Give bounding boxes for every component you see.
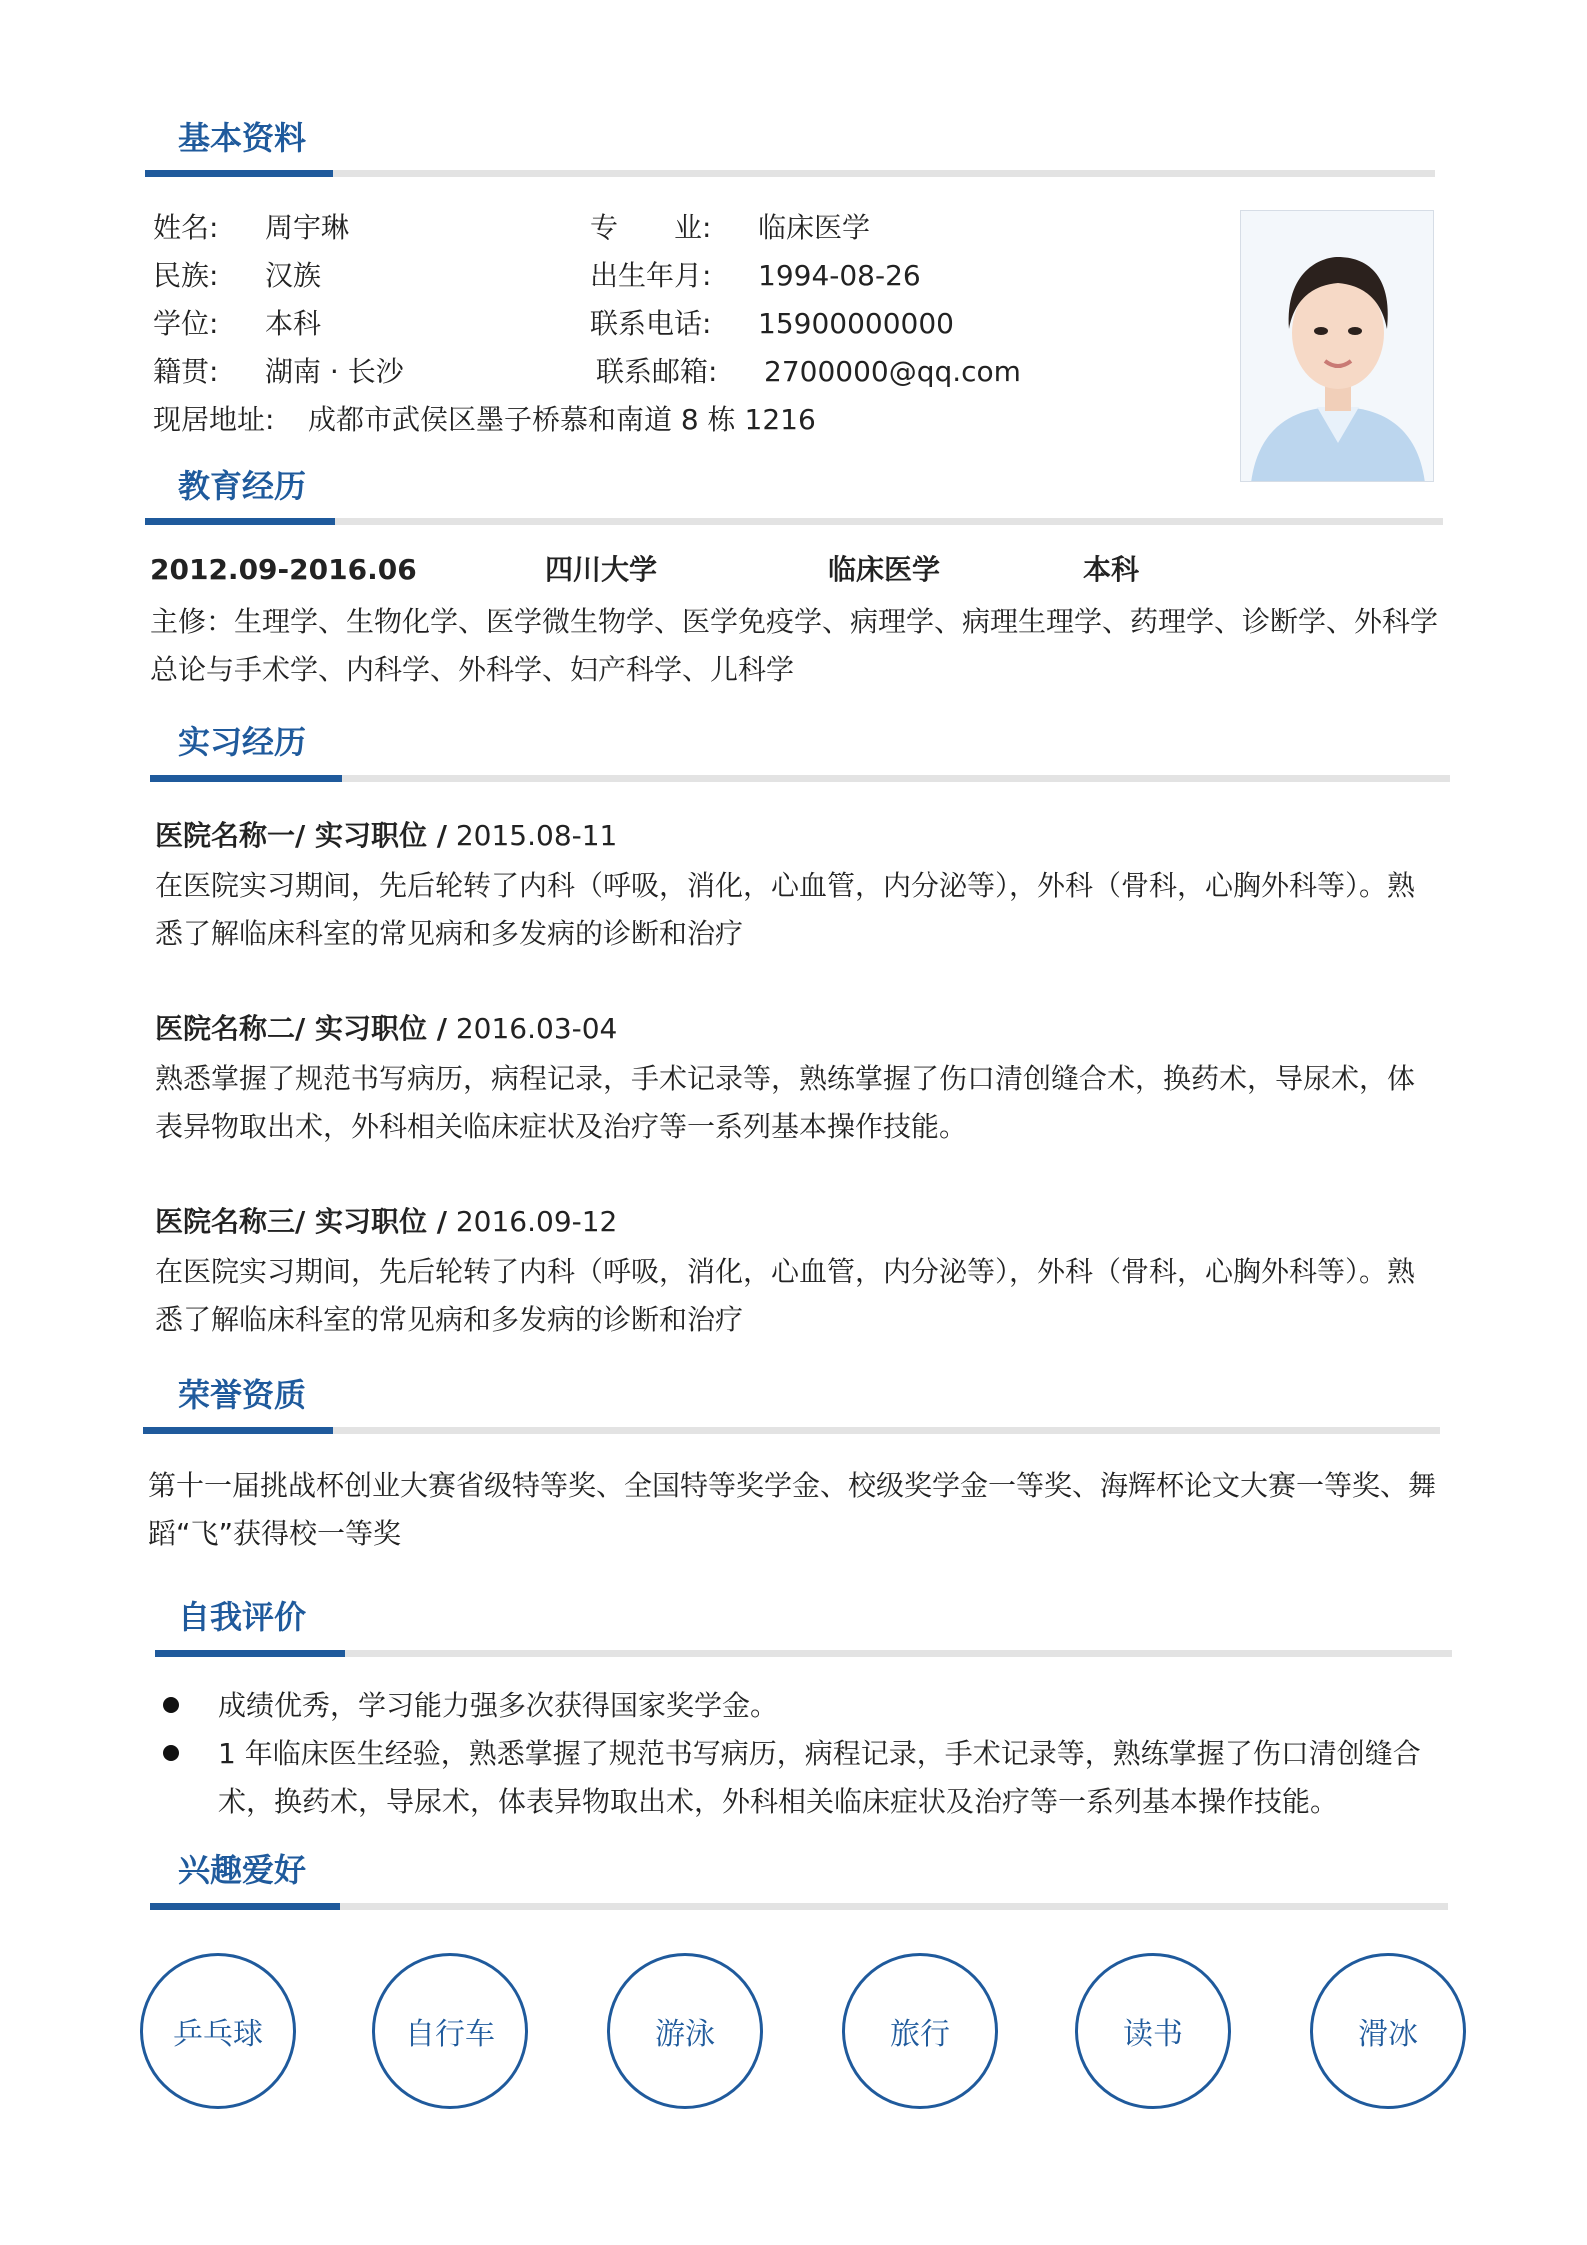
- major-label: 专 业:: [590, 211, 712, 244]
- internship-1-heading: [155, 818, 617, 854]
- hobby-skating: 滑冰: [1310, 1953, 1466, 2109]
- section-title-honors: 荣誉资质: [178, 1376, 307, 1414]
- section-title-basic: 基本资料: [178, 119, 307, 157]
- section-rule-basic: [145, 170, 1435, 177]
- bullet-dot: [163, 1697, 179, 1713]
- bullet-dot: [163, 1745, 179, 1761]
- nation-value: 汉族: [265, 259, 322, 292]
- section-rule-education: [145, 518, 1443, 525]
- origin-value: 湖南 · 长沙: [265, 355, 404, 388]
- education-degree: 本科: [1083, 553, 1140, 586]
- internship-3-desc: 在医院实习期间，先后轮转了内科（呼吸，消化，心血管，内分泌等），外科（骨科，心胸外科等）。熟悉了解临床科室的常见病和多发病的诊断和治疗: [155, 1255, 1416, 1336]
- self-eval-item-2: 1 年临床医生经验，熟悉掌握了规范书写病历，病程记录，手术记录等，熟练掌握了伤口清创缝合术，换药术，导尿术，体表异物取出术，外科相关临床症状及治疗等一系列基本操作技能。: [218, 1737, 1421, 1818]
- name-value: 周宇琳: [265, 211, 350, 244]
- address-label: 现居地址:: [153, 403, 275, 436]
- internship-3-date: 2016.09-12: [446, 1205, 618, 1238]
- section-title-self-eval: 自我评价: [178, 1598, 307, 1636]
- education-period: 2012.09-2016.06: [150, 553, 417, 586]
- section-rule-honors: [143, 1427, 1440, 1434]
- address-value: 成都市武侯区墨子桥慕和南道 8 栋 1216: [308, 403, 816, 436]
- phone-value: 15900000000: [758, 307, 954, 340]
- birth-value: 1994-08-26: [758, 259, 921, 292]
- hobby-reading: 读书: [1075, 1953, 1231, 2109]
- phone-label: 联系电话:: [590, 307, 712, 340]
- degree-value: 本科: [265, 307, 322, 340]
- education-courses: 主修：生理学、生物化学、医学微生物学、医学免疫学、病理学、病理生理学、药理学、诊断学、外科学总论与手术学、内科学、外科学、妇产科学、儿科学: [150, 605, 1439, 686]
- nation-label: 民族:: [153, 259, 219, 292]
- major-value: 临床医学: [758, 211, 871, 244]
- education-school: 四川大学: [545, 553, 658, 586]
- name-label: 姓名:: [153, 211, 219, 244]
- portrait-image: [1241, 211, 1434, 482]
- profile-photo: [1240, 210, 1434, 482]
- hobby-travel: 旅行: [842, 1953, 998, 2109]
- hobby-cycling: 自行车: [372, 1953, 528, 2109]
- internship-3-heading: [155, 1204, 617, 1240]
- section-rule-internship: [150, 775, 1450, 782]
- email-value: 2700000@qq.com: [764, 355, 1021, 388]
- internship-2-desc: 熟悉掌握了规范书写病历，病程记录，手术记录等，熟练掌握了伤口清创缝合术，换药术，导尿术，体表异物取出术，外科相关临床症状及治疗等一系列基本操作技能。: [155, 1062, 1416, 1143]
- section-rule-hobbies: [150, 1903, 1448, 1910]
- self-eval-item-1: 成绩优秀，学习能力强多次获得国家奖学金。: [218, 1689, 779, 1722]
- email-label: 联系邮箱:: [596, 355, 718, 388]
- internship-3-title: 医院名称三/ 实习职位 /: [155, 1205, 447, 1238]
- section-title-internship: 实习经历: [178, 723, 307, 761]
- honors-text: 第十一届挑战杯创业大赛省级特等奖、全国特等奖学金、校级奖学金一等奖、海辉杯论文大赛一等奖、舞蹈“飞”获得校一等奖: [148, 1469, 1437, 1550]
- birth-label: 出生年月:: [590, 259, 712, 292]
- section-title-education: 教育经历: [178, 467, 307, 505]
- origin-label: 籍贯:: [153, 355, 219, 388]
- internship-2-date: 2016.03-04: [446, 1012, 618, 1045]
- internship-1-desc: 在医院实习期间，先后轮转了内科（呼吸，消化，心血管，内分泌等），外科（骨科，心胸外科等）。熟悉了解临床科室的常见病和多发病的诊断和治疗: [155, 869, 1416, 950]
- section-title-hobbies: 兴趣爱好: [178, 1851, 307, 1889]
- hobby-table-tennis: 乒乓球: [140, 1953, 296, 2109]
- degree-label: 学位:: [153, 307, 219, 340]
- education-major: 临床医学: [828, 553, 941, 586]
- section-rule-self-eval: [155, 1650, 1452, 1657]
- hobby-swimming: 游泳: [607, 1953, 763, 2109]
- internship-1-date: 2015.08-11: [446, 819, 618, 852]
- internship-1-title: 医院名称一/ 实习职位 /: [155, 819, 447, 852]
- internship-2-title: 医院名称二/ 实习职位 /: [155, 1012, 447, 1045]
- internship-2-heading: [155, 1011, 617, 1047]
